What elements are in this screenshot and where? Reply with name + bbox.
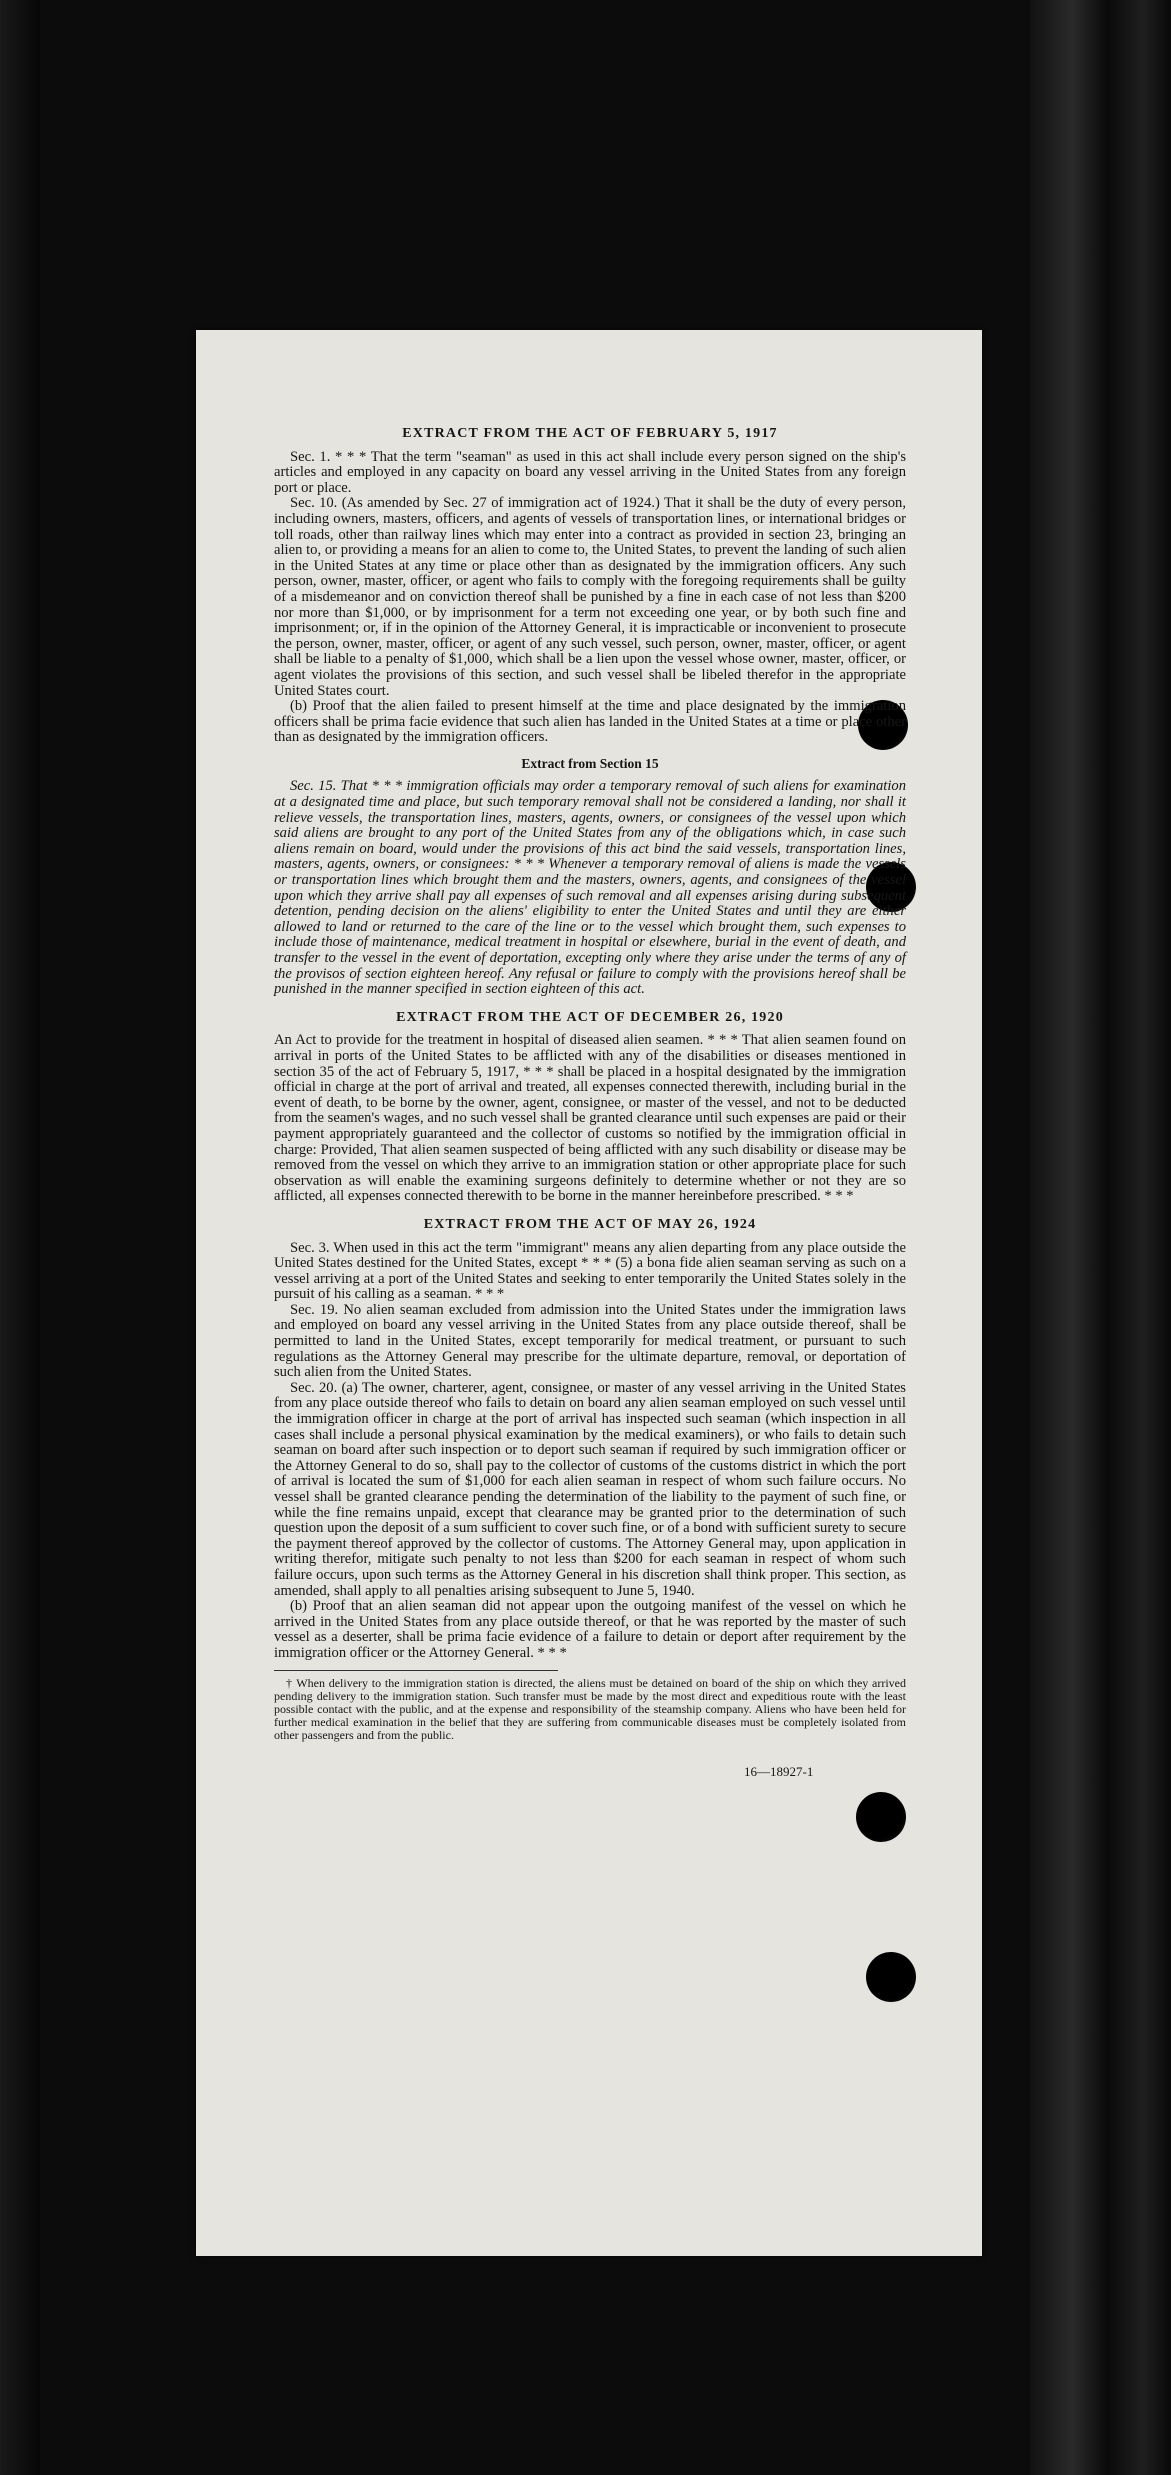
- section-1: Sec. 1. * * * That the term "seaman" as used in this act shall include every person signed on the ship's articles and employed in any capacity on board any vessel arriving in the United States from any foreign port or place.: [274, 448, 906, 496]
- footnote-divider: [274, 1670, 558, 1671]
- subheading-section-15: Extract from Section 15: [521, 755, 659, 771]
- section-15: Sec. 15. That * * * immigration officials may order a temporary removal of such aliens for examination at a designated time and place, but such temporary removal shall not be considered a landing, nor shall it relieve vessels, the transportation lines, masters, agents, owners, or consignees of the vessel upon which said aliens are brought to any port of the United States from any of the obligations which, in case such aliens remain on board, would under the provisions of this act bind the said vessels, transportation lines, masters, agents, owners, or consignees: * * * Whenever a temporary removal of aliens is made the vessels or transportation lines which brought them and the masters, owners, agents, and consignees of the vessel upon which they arrive shall pay all expenses of such removal and all expenses arising during subsequent detention, pending decision on the aliens' eligibility to enter the United States and until they are either allowed to land or returned to the care of the line or to the vessel which brought them, such expenses to include those of maintenance, medical treatment in hospital or elsewhere, burial in the event of death, and transfer to the vessel in the event of deportation, excepting only where they arise under the terms of any of the provisos of section eighteen hereof. Any refusal or failure to comply with the provisions hereof shall be punished in the manner specified in section eighteen of this act.: [274, 778, 906, 998]
- document-body: [274, 420, 906, 1779]
- section-10: Sec. 10. (As amended by Sec. 27 of immigration act of 1924.) That it shall be the duty of every person, including owners, masters, officers, and agents of vessels of transportation lines, or international bridges or toll roads, other than railway lines which may enter into a contract as provided in section 23, bringing an alien to, or providing a means for an alien to come to, the United States, to prevent the landing of such alien in the United States at any time or place other than as designated by the immigration officers. Any such person, owner, master, officer, or agent who fails to comply with the foregoing requirements shall be guilty of a misdemeanor and on conviction thereof shall be punished by a fine in each case of not less than $200 nor more than $1,000, or by imprisonment for a term not exceeding one year, or by both such fine and imprisonment; or, if in the opinion of the Attorney General, it is impracticable or inconvenient to prosecute the person, owner, master, officer, or agent of any such vessel, such person, owner, master, officer, or agent shall be liable to a penalty of $1,000, which shall be a lien upon the vessel whose owner, master, officer, or agent violates the provisions of this section, and such vessel shall be libeled therefor in the appropriate United States court.: [274, 495, 906, 699]
- form-number: 16—18927-1: [744, 1763, 814, 1779]
- footnote: † When delivery to the immigration station is directed, the aliens must be detained on board of the ship on which they arrived pending delivery to the immigration station. Such transfer must be made by the most direct and expeditious route with the least possible contact with the public, and at the expense and responsibility of the steamship company. Aliens who have been held for further medical examination in the belief that they are suffering from communicable diseases must be completely isolated from other passengers and from the public.: [274, 1675, 906, 1742]
- section-20b: (b) Proof that an alien seaman did not appear upon the outgoing manifest of the vessel on which he arrived in the United States from any place outside thereof, or that he was reported by the master of such vessel as a deserter, shall be prima facie evidence of a failure to detain or deport after requirement by the immigration officer or the Attorney General. * * *: [274, 1598, 906, 1661]
- section-20: Sec. 20. (a) The owner, charterer, agent, consignee, or master of any vessel arriving in the United States from any place outside thereof who fails to detain on board any alien seaman employed on such vessel until the immigration officer in charge at the port of arrival has inspected such seaman (which inspection in all cases shall include a personal physical examination by the medical examiners), or who fails to detain such seaman on board after such inspection or to deport such seaman if required by such immigration officer or the Attorney General to do so, shall pay to the collector of customs of the customs district in which the port of arrival is located the sum of $1,000 for each alien seaman in respect of whom such failure occurs. No vessel shall be granted clearance pending the determination of the liability to the payment of such fine, or while the fine remains unpaid, except that clearance may be granted prior to the determination of such question upon the deposit of a sum sufficient to cover such fine, or of a bond with sufficient surety to secure the payment thereof approved by the collector of customs. The Attorney General may, upon application in writing therefor, mitigate such penalty to not less than $200 for each seaman in respect of whom such failure occurs, upon such terms as the Attorney General in his discretion shall think proper. This section, as amended, shall apply to all penalties arising subsequent to June 5, 1940.: [274, 1379, 906, 1599]
- section-10b: (b) Proof that the alien failed to present himself at the time and place designated by the immigration officers shall be prima facie evidence that such alien has landed in the United States at a time or place other than as designated by the immigration officers.: [274, 698, 906, 746]
- act-1920-text: An Act to provide for the treatment in hospital of diseased alien seamen. * * * That alien seamen found on arrival in ports of the United States to be afflicted with any of the disabilities or diseases mentioned in section 35 of the act of February 5, 1917, * * * shall be placed in a hospital designated by the immigration official in charge at the port of arrival and treated, all expenses connected therewith, including burial in the event of death, to be borne by the owner, agent, consignee, or master of the vessel, and not to be deducted from the seamen's wages, and no such vessel shall be granted clearance until such expenses are paid or their payment appropriately guaranteed and the collector of customs so notified by the immigration official in charge: Provided, That alien seamen suspected of being afflicted with any such disability or disease may be removed from the vessel on which they arrive to an immigration station or other appropriate place for such observation as will enable the examining surgeons definitely to determine whether or not they are so afflicted, all expenses connected therewith to be borne in the manner hereinbefore prescribed. * * *: [274, 1032, 906, 1205]
- punch-hole: [856, 1792, 906, 1842]
- heading-act-1920: EXTRACT FROM THE ACT OF DECEMBER 26, 1920: [396, 1009, 784, 1025]
- film-edge-right: [1030, 0, 1171, 2475]
- bleed-through-mark: [576, 378, 636, 418]
- section-3: Sec. 3. When used in this act the term "immigrant" means any alien departing from any place outside the United States destined for the United States, except * * * (5) a bona fide alien seaman serving as such on a vessel arriving at a port of the United States and seeking to enter temporarily the United States solely in the pursuit of his calling as a seaman. * * *: [274, 1239, 906, 1303]
- film-edge-left: [0, 0, 40, 2475]
- heading-act-1924: EXTRACT FROM THE ACT OF MAY 26, 1924: [423, 1216, 757, 1232]
- heading-act-1917: EXTRACT FROM THE ACT OF FEBRUARY 5, 1917: [402, 426, 778, 441]
- document-page: [196, 330, 982, 2256]
- punch-hole: [866, 1952, 916, 2002]
- section-19: Sec. 19. No alien seaman excluded from admission into the United States under the immigration laws and employed on board any vessel arriving in the United States from any place outside thereof, shall be permitted to land in the United States, except temporarily for medical treatment, or pursuant to such regulations as the Attorney General may prescribe for the ultimate departure, removal, or deportation of such alien from the United States.: [274, 1301, 906, 1381]
